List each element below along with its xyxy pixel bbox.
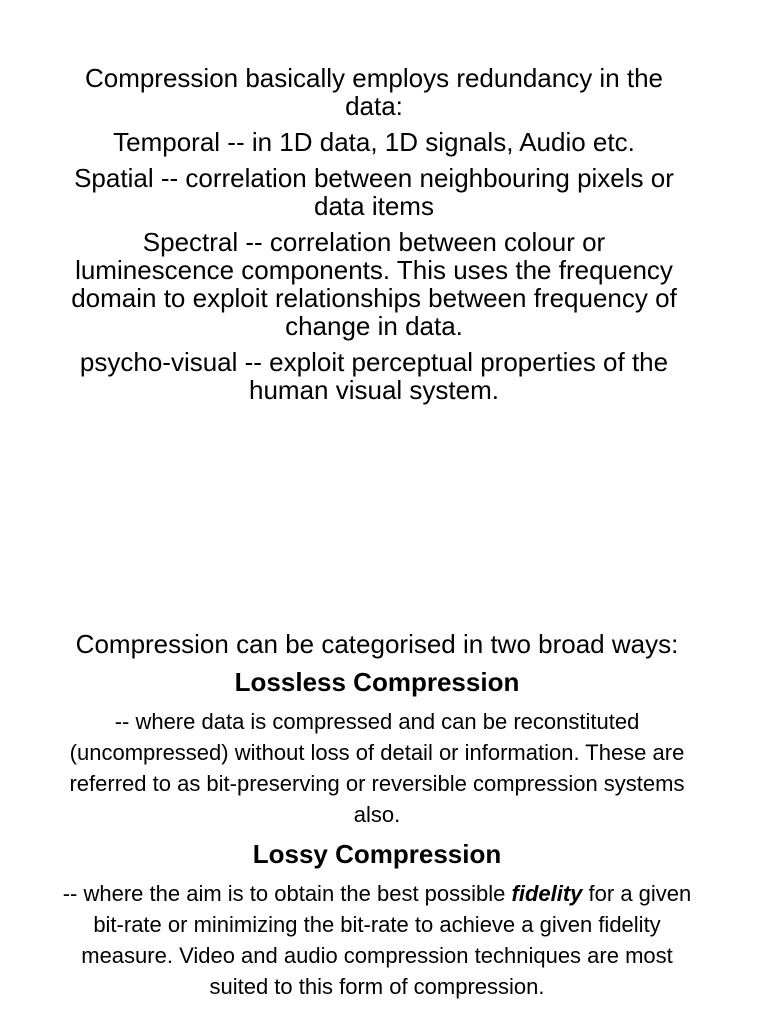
- psycho-visual-item: psycho-visual -- exploit perceptual properties of the human visual system.: [79, 347, 669, 405]
- lossless-heading: Lossless Compression: [234, 667, 520, 697]
- lossy-description: [54, 878, 700, 1002]
- lossless-description: -- where data is compressed and can be reconstituted (uncompressed) without loss of detail or information. These are referred to as bit-preserving or reversible compression systems also.: [69, 709, 685, 827]
- spectral-item: Spectral -- correlation between colour or luminescence components. This uses the frequency domain to exploit relationships between frequency of change in data.: [71, 227, 677, 341]
- compression-types-section: [54, 626, 700, 1002]
- lossy-heading: Lossy Compression: [252, 839, 502, 869]
- temporal-item: Temporal -- in 1D data, 1D signals, Audio etc.: [113, 127, 635, 157]
- lossy-description-end: for a given bit-rate or minimizing the bit-rate to achieve a given fidelity measure. Video and audio compression techniques are most suited to this form of compression.: [81, 881, 692, 999]
- fidelity-emphasis: fidelity: [511, 881, 583, 906]
- spatial-item: Spatial -- correlation between neighbouring pixels or data items: [74, 163, 674, 221]
- redundancy-intro: Compression basically employs redundancy in the data:: [84, 63, 664, 121]
- compression-types-lead: Compression can be categorised in two broad ways:: [75, 629, 679, 659]
- lossy-description-start: -- where the aim is to obtain the best possible: [62, 881, 512, 906]
- redundancy-section: [60, 64, 688, 412]
